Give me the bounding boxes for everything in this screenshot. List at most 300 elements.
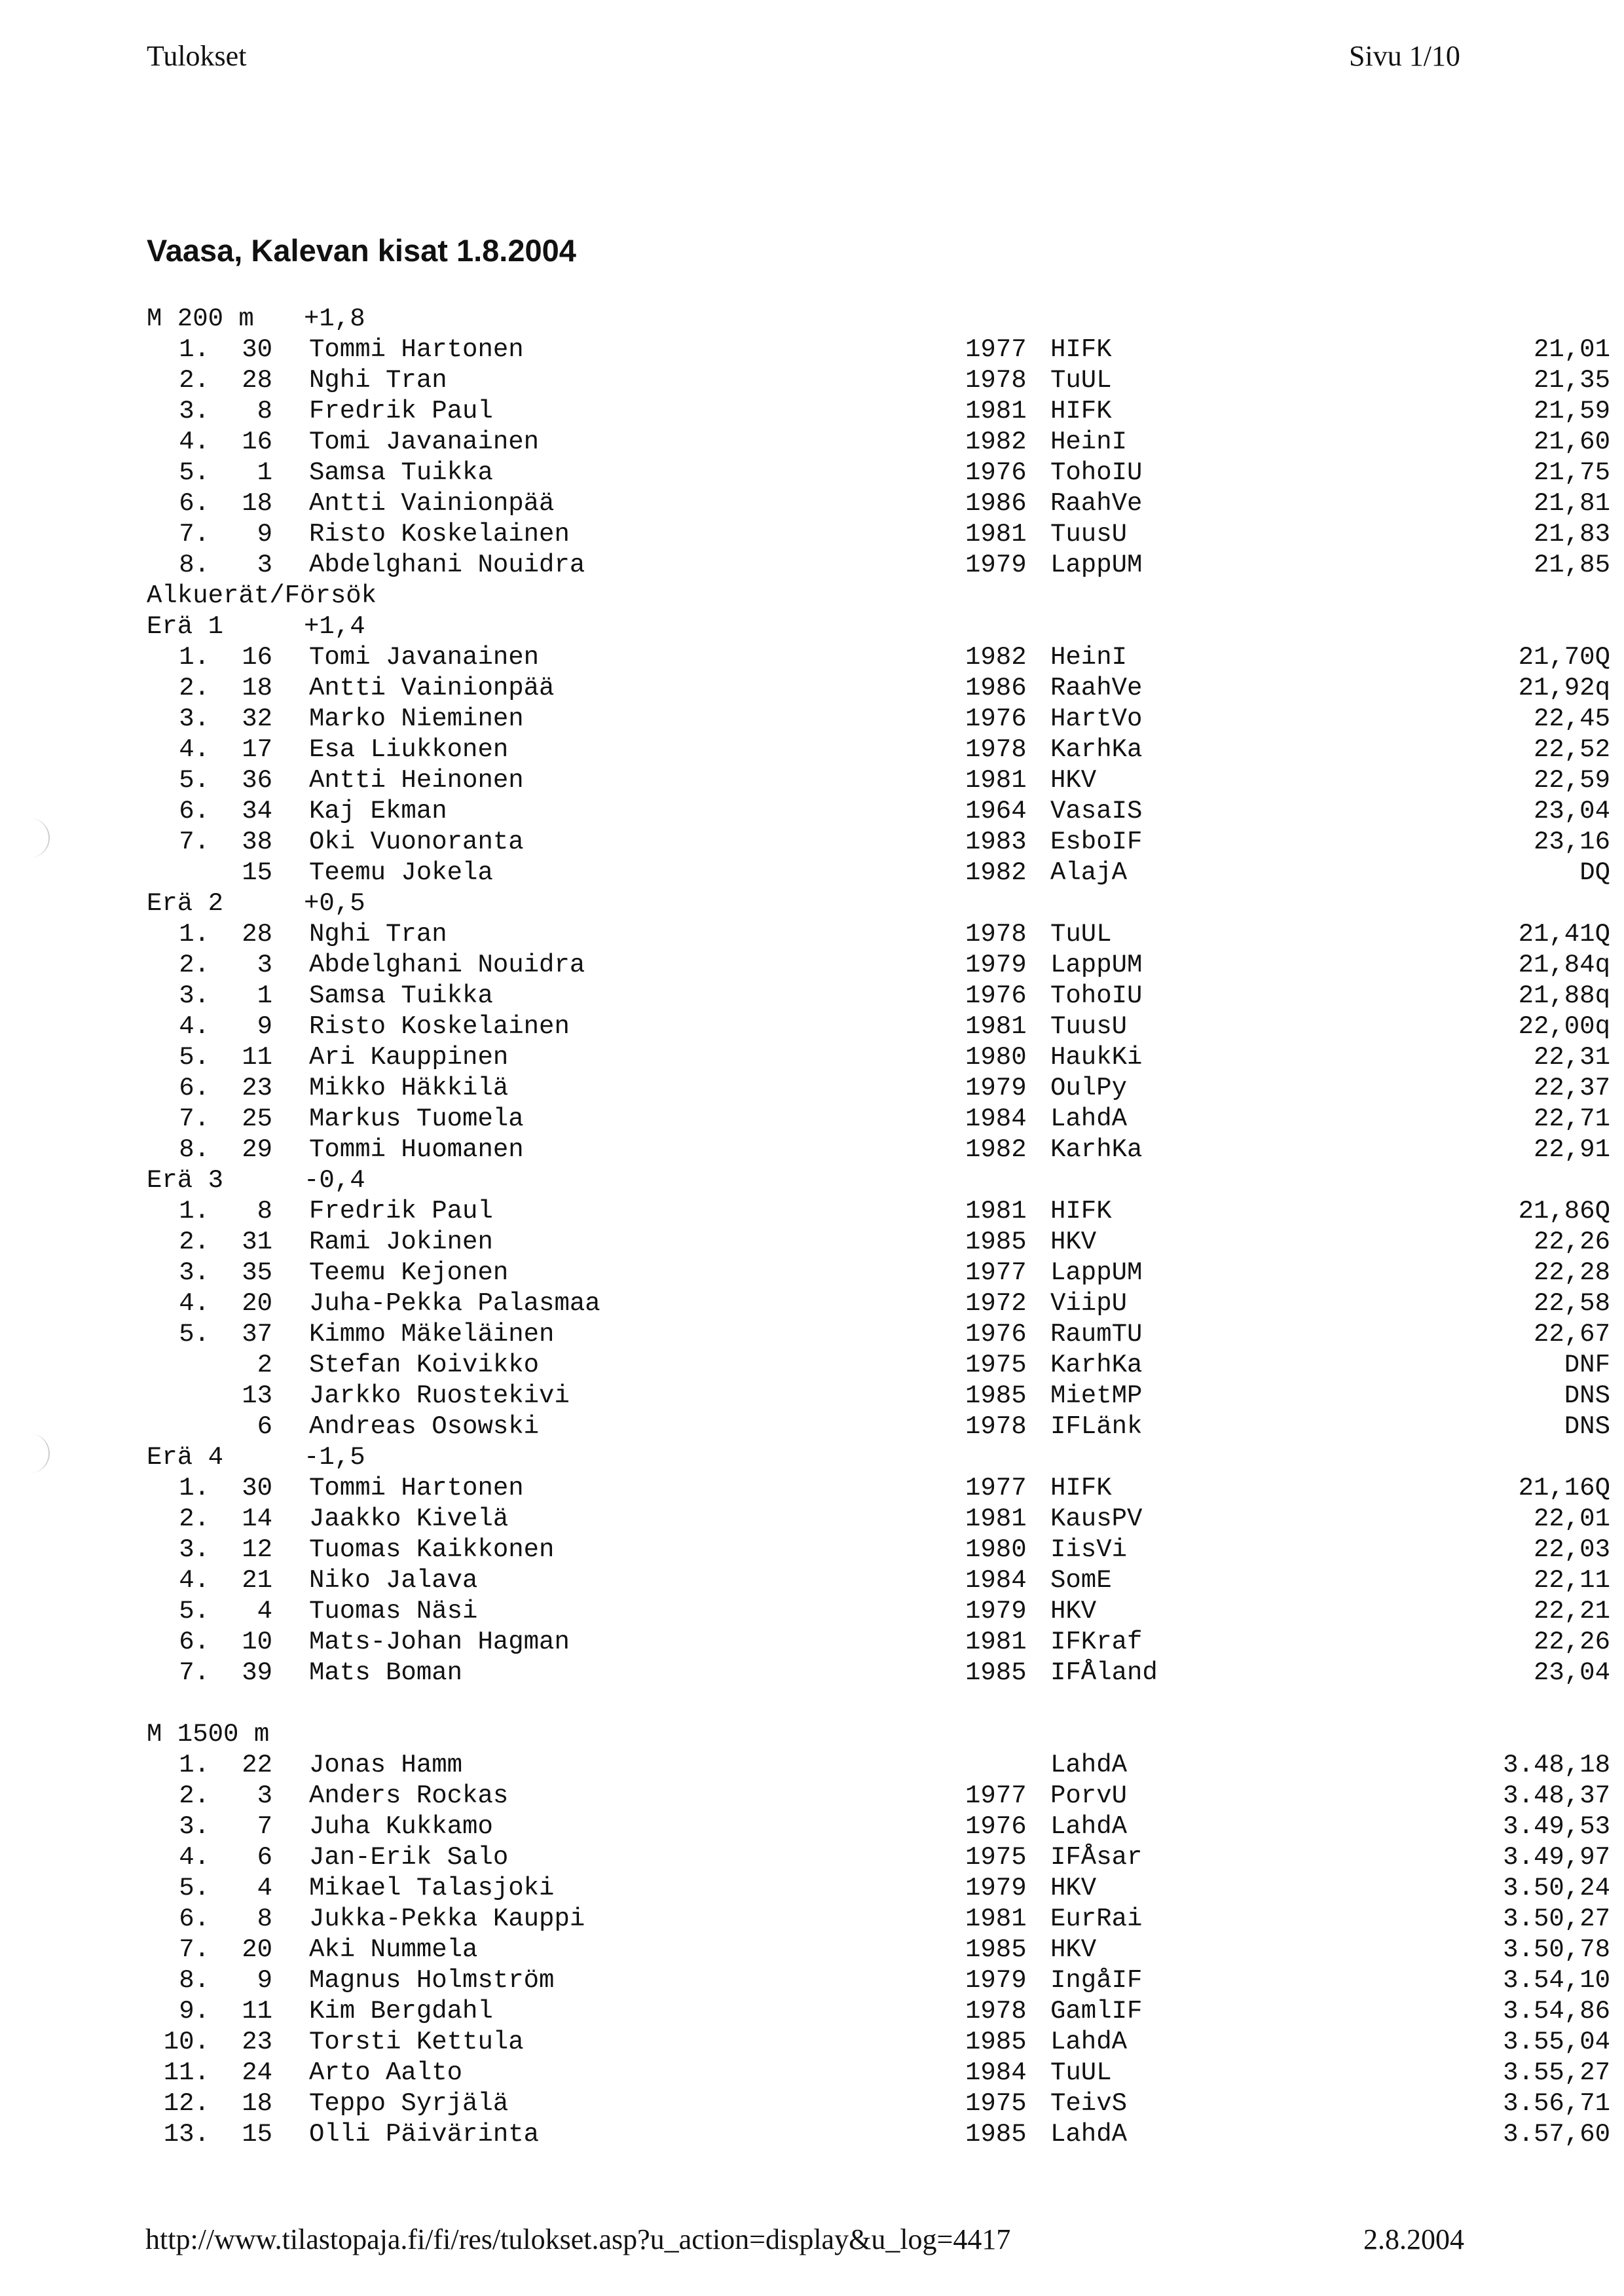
result-value: 22,26 [1533,1228,1610,1256]
bib-number: 9 [257,1966,272,1995]
place-number: 6. [179,489,210,518]
birth-year: 1978 [965,366,1027,395]
place-number: 5. [179,1597,210,1626]
bib-number: 17 [242,735,272,764]
club-name: LahdA [1050,1104,1128,1133]
athlete-name: Kaj Ekman [309,797,447,826]
bib-number: 9 [257,520,272,549]
bib-number: 31 [242,1228,272,1256]
bib-number: 28 [242,366,272,395]
athlete-name: Tomi Javanainen [309,643,540,672]
result-row [147,2058,1610,2088]
bib-number: 11 [242,1997,272,2026]
bib-number: 16 [242,428,272,456]
place-number: 7. [179,1104,210,1133]
birth-year: 1980 [965,1535,1027,1564]
result-value: 21,70Q [1518,643,1610,672]
birth-year: 1984 [965,2058,1027,2087]
result-row [147,1904,1610,1935]
birth-year: 1985 [965,2028,1027,2056]
bib-number: 3 [257,951,272,979]
athlete-name: Risto Koskelainen [309,1012,570,1041]
result-value: DNS [1564,1412,1610,1441]
result-row [147,1965,1610,1996]
birth-year: 1983 [965,828,1027,856]
club-name: RaahVe [1050,489,1143,518]
athlete-name: Jarkko Ruostekivi [309,1381,570,1410]
place-number: 11. [163,2058,210,2087]
club-name: LappUM [1050,551,1143,579]
birth-year: 1977 [965,1474,1027,1503]
club-name: ViipU [1050,1289,1128,1318]
punch-hole-mark [29,1434,50,1473]
birth-year: 1976 [965,1320,1027,1349]
athlete-name: Andreas Osowski [309,1412,540,1441]
result-row [147,765,1610,796]
bib-number: 3 [257,1781,272,1810]
heading-label: Erä 4 [147,1443,224,1472]
result-row [147,1750,1610,1781]
result-row [147,519,1610,550]
result-value: 3.49,97 [1503,1843,1610,1872]
result-row [147,950,1610,981]
result-row [147,1227,1610,1258]
athlete-name: Tomi Javanainen [309,428,540,456]
result-row [147,1535,1610,1565]
section-heading [147,304,1483,335]
place-number: 4. [179,735,210,764]
athlete-name: Nghi Tran [309,366,447,395]
athlete-name: Marko Nieminen [309,704,524,733]
result-row [147,1350,1610,1381]
place-number: 4. [179,1289,210,1318]
result-row [147,396,1610,427]
club-name: HeinI [1050,428,1128,456]
result-value: 23,04 [1533,797,1610,826]
document-title: Vaasa, Kalevan kisat 1.8.2004 [147,233,576,268]
place-number: 7. [179,520,210,549]
club-name: IFÅsar [1050,1843,1143,1872]
result-row [147,2027,1610,2058]
birth-year: 1978 [965,735,1027,764]
place-number: 12. [163,2089,210,2118]
athlete-name: Risto Koskelainen [309,520,570,549]
place-number: 2. [179,1504,210,1533]
result-row [147,919,1610,950]
bib-number: 18 [242,489,272,518]
heading-label: M 200 m [147,304,254,333]
club-name: LappUM [1050,1258,1143,1287]
print-date: 2.8.2004 [1363,2223,1464,2255]
birth-year: 1984 [965,1566,1027,1595]
club-name: IisVi [1050,1535,1128,1564]
athlete-name: Markus Tuomela [309,1104,524,1133]
birth-year: 1979 [965,551,1027,579]
club-name: HKV [1050,1597,1097,1626]
result-value: 22,03 [1533,1535,1610,1564]
result-row [147,458,1610,488]
birth-year: 1981 [965,766,1027,795]
bib-number: 9 [257,1012,272,1041]
athlete-name: Stefan Koivikko [309,1351,540,1379]
place-number: 8. [179,1135,210,1164]
club-name: LahdA [1050,1812,1128,1841]
bib-number: 36 [242,766,272,795]
result-row [147,1196,1610,1227]
bib-number: 28 [242,920,272,949]
club-name: HKV [1050,1874,1097,1903]
place-number: 5. [179,766,210,795]
athlete-name: Esa Liukkonen [309,735,509,764]
birth-year: 1982 [965,643,1027,672]
bib-number: 3 [257,551,272,579]
club-name: TuusU [1050,520,1128,549]
heading-label: Erä 1 [147,612,224,641]
result-row [147,1504,1610,1535]
birth-year: 1984 [965,1104,1027,1133]
club-name: LappUM [1050,951,1143,979]
result-row [147,1873,1610,1904]
club-name: KausPV [1050,1504,1143,1533]
result-value: 21,59 [1533,397,1610,426]
result-value: 3.54,86 [1503,1997,1610,2026]
result-value: 22,01 [1533,1504,1610,1533]
result-value: 22,91 [1533,1135,1610,1164]
bib-number: 15 [242,858,272,887]
result-row [147,1596,1610,1627]
result-value: 21,86Q [1518,1197,1610,1226]
club-name: TeivS [1050,2089,1128,2118]
place-number: 1. [179,1751,210,1779]
club-name: TuUL [1050,920,1112,949]
birth-year: 1982 [965,858,1027,887]
wind-reading: +1,4 [304,612,365,641]
club-name: RaahVe [1050,674,1143,702]
athlete-name: Nghi Tran [309,920,447,949]
birth-year: 1979 [965,1074,1027,1102]
result-row [147,1135,1610,1165]
place-number: 6. [179,1628,210,1656]
result-row [147,981,1610,1011]
athlete-name: Juha Kukkamo [309,1812,493,1841]
bib-number: 18 [242,2089,272,2118]
club-name: LahdA [1050,1751,1128,1779]
place-number: 6. [179,1074,210,1102]
athlete-name: Olli Päivärinta [309,2120,540,2149]
result-row [147,2119,1610,2150]
athlete-name: Kimmo Mäkeläinen [309,1320,555,1349]
result-row [147,1073,1610,1104]
birth-year: 1981 [965,520,1027,549]
club-name: HIFK [1050,1197,1112,1226]
bib-number: 2 [257,1351,272,1379]
place-number: 7. [179,828,210,856]
birth-year: 1964 [965,797,1027,826]
page-header-title: Tulokset [147,40,247,72]
result-value: 3.50,27 [1503,1904,1610,1933]
bib-number: 13 [242,1381,272,1410]
athlete-name: Teemu Jokela [309,858,493,887]
bib-number: 32 [242,704,272,733]
birth-year: 1981 [965,1504,1027,1533]
result-value: 3.48,18 [1503,1751,1610,1779]
bib-number: 29 [242,1135,272,1164]
athlete-name: Fredrik Paul [309,1197,493,1226]
birth-year: 1986 [965,489,1027,518]
club-name: IFKraf [1050,1628,1143,1656]
athlete-name: Teemu Kejonen [309,1258,509,1287]
place-number: 7. [179,1658,210,1687]
result-value: 21,81 [1533,489,1610,518]
bib-number: 6 [257,1412,272,1441]
result-row [147,2088,1610,2119]
athlete-name: Samsa Tuikka [309,981,493,1010]
result-value: DNS [1564,1381,1610,1410]
club-name: TuusU [1050,1012,1128,1041]
result-value: 22,59 [1533,766,1610,795]
section-heading [147,1442,1483,1473]
result-row [147,796,1610,827]
result-value: 3.50,24 [1503,1874,1610,1903]
athlete-name: Mikael Talasjoki [309,1874,555,1903]
club-name: EsboIF [1050,828,1143,856]
bib-number: 21 [242,1566,272,1595]
club-name: GamlIF [1050,1997,1143,2026]
result-row [147,1258,1610,1288]
athlete-name: Aki Nummela [309,1935,478,1964]
place-number: 2. [179,366,210,395]
bib-number: 23 [242,2028,272,2056]
club-name: PorvU [1050,1781,1128,1810]
result-value: 22,21 [1533,1597,1610,1626]
bib-number: 8 [257,397,272,426]
birth-year: 1985 [965,1935,1027,1964]
athlete-name: Kim Bergdahl [309,1997,493,2026]
club-name: HeinI [1050,643,1128,672]
place-number: 5. [179,1043,210,1072]
bib-number: 8 [257,1197,272,1226]
result-value: 21,85 [1533,551,1610,579]
result-row [147,642,1610,673]
birth-year: 1985 [965,1658,1027,1687]
athlete-name: Mats Boman [309,1658,463,1687]
place-number: 3. [179,704,210,733]
club-name: IngåIF [1050,1966,1143,1995]
place-number: 3. [179,397,210,426]
result-row [147,1781,1610,1812]
result-value: 21,75 [1533,458,1610,487]
result-value: 22,67 [1533,1320,1610,1349]
birth-year: 1981 [965,1197,1027,1226]
birth-year: 1979 [965,1966,1027,1995]
bib-number: 23 [242,1074,272,1102]
result-value: 22,26 [1533,1628,1610,1656]
result-value: 3.48,37 [1503,1781,1610,1810]
bib-number: 1 [257,458,272,487]
athlete-name: Tommi Hartonen [309,1474,524,1503]
birth-year: 1977 [965,1781,1027,1810]
place-number: 4. [179,1566,210,1595]
club-name: RaumTU [1050,1320,1143,1349]
birth-year: 1979 [965,951,1027,979]
result-row [147,1104,1610,1135]
result-value: 22,37 [1533,1074,1610,1102]
club-name: KarhKa [1050,735,1143,764]
place-number: 3. [179,981,210,1010]
athlete-name: Mikko Häkkilä [309,1074,509,1102]
place-number: 9. [179,1997,210,2026]
athlete-name: Anders Rockas [309,1781,509,1810]
result-value: 21,16Q [1518,1474,1610,1503]
club-name: IFLänk [1050,1412,1143,1441]
athlete-name: Tommi Huomanen [309,1135,524,1164]
place-number: 2. [179,1781,210,1810]
result-row [147,335,1610,365]
blank-line [147,1688,1483,1719]
place-number: 7. [179,1935,210,1964]
birth-year: 1982 [965,428,1027,456]
club-name: HIFK [1050,1474,1112,1503]
bib-number: 24 [242,2058,272,2087]
result-row [147,673,1610,704]
heading-label: Erä 2 [147,889,224,918]
result-row [147,827,1610,858]
athlete-name: Magnus Holmström [309,1966,555,1995]
athlete-name: Juha-Pekka Palasmaa [309,1289,600,1318]
heading-label: M 1500 m [147,1720,270,1749]
bib-number: 18 [242,674,272,702]
place-number: 5. [179,458,210,487]
section-heading [147,1165,1483,1196]
birth-year: 1972 [965,1289,1027,1318]
result-value: DQ [1579,858,1610,887]
wind-reading: -0,4 [304,1166,365,1195]
birth-year: 1980 [965,1043,1027,1072]
club-name: TohoIU [1050,981,1143,1010]
birth-year: 1985 [965,1228,1027,1256]
result-value: 3.55,27 [1503,2058,1610,2087]
athlete-name: Rami Jokinen [309,1228,493,1256]
result-value: 3.49,53 [1503,1812,1610,1841]
result-value: 23,16 [1533,828,1610,856]
club-name: LahdA [1050,2120,1128,2149]
birth-year: 1975 [965,1843,1027,1872]
result-row [147,1935,1610,1965]
wind-reading: -1,5 [304,1443,365,1472]
birth-year: 1979 [965,1874,1027,1903]
club-name: HKV [1050,1228,1097,1256]
bib-number: 16 [242,643,272,672]
bib-number: 15 [242,2120,272,2149]
place-number: 10. [163,2028,210,2056]
result-value: 21,01 [1533,335,1610,364]
birth-year: 1981 [965,397,1027,426]
birth-year: 1977 [965,1258,1027,1287]
birth-year: 1985 [965,1381,1027,1410]
result-value: 22,45 [1533,704,1610,733]
result-row [147,488,1610,519]
bib-number: 6 [257,1843,272,1872]
athlete-name: Antti Heinonen [309,766,524,795]
place-number: 1. [179,1197,210,1226]
section-heading [147,581,1483,611]
club-name: MietMP [1050,1381,1143,1410]
club-name: SomE [1050,1566,1112,1595]
place-number: 3. [179,1535,210,1564]
result-row [147,1842,1610,1873]
birth-year: 1985 [965,2120,1027,2149]
place-number: 3. [179,1258,210,1287]
result-row [147,735,1610,765]
athlete-name: Antti Vainionpää [309,489,555,518]
bib-number: 22 [242,1751,272,1779]
wind-reading: +1,8 [304,304,365,333]
club-name: HartVo [1050,704,1143,733]
place-number: 13. [163,2120,210,2149]
place-number: 2. [179,951,210,979]
athlete-name: Samsa Tuikka [309,458,493,487]
result-value: 22,71 [1533,1104,1610,1133]
place-number: 4. [179,428,210,456]
place-number: 6. [179,797,210,826]
place-number: 8. [179,551,210,579]
result-value: 21,35 [1533,366,1610,395]
result-row [147,1812,1610,1842]
bib-number: 30 [242,1474,272,1503]
place-number: 2. [179,1228,210,1256]
bib-number: 10 [242,1628,272,1656]
bib-number: 4 [257,1597,272,1626]
place-number: 1. [179,643,210,672]
place-number: 4. [179,1843,210,1872]
result-value: 21,92q [1518,674,1610,702]
result-row [147,427,1610,458]
bib-number: 14 [242,1504,272,1533]
result-row [147,1565,1610,1596]
bib-number: 25 [242,1104,272,1133]
bib-number: 30 [242,335,272,364]
place-number: 6. [179,1904,210,1933]
page-number: Sivu 1/10 [1349,40,1460,72]
birth-year: 1976 [965,1812,1027,1841]
birth-year: 1978 [965,1997,1027,2026]
place-number: 4. [179,1012,210,1041]
athlete-name: Torsti Kettula [309,2028,524,2056]
bib-number: 38 [242,828,272,856]
result-row [147,1381,1610,1412]
heading-label: Erä 3 [147,1166,224,1195]
club-name: HIFK [1050,397,1112,426]
bib-number: 20 [242,1289,272,1318]
birth-year: 1976 [965,458,1027,487]
result-value: 3.50,78 [1503,1935,1610,1964]
club-name: HIFK [1050,335,1112,364]
result-value: 22,28 [1533,1258,1610,1287]
athlete-name: Teppo Syrjälä [309,2089,509,2118]
result-row [147,365,1610,396]
result-row [147,1996,1610,2027]
birth-year: 1978 [965,920,1027,949]
bib-number: 12 [242,1535,272,1564]
result-value: 3.56,71 [1503,2089,1610,2118]
birth-year: 1975 [965,1351,1027,1379]
result-row [147,550,1610,581]
athlete-name: Tommi Hartonen [309,335,524,364]
bib-number: 39 [242,1658,272,1687]
club-name: TuUL [1050,2058,1112,2087]
birth-year: 1986 [965,674,1027,702]
athlete-name: Jonas Hamm [309,1751,463,1779]
